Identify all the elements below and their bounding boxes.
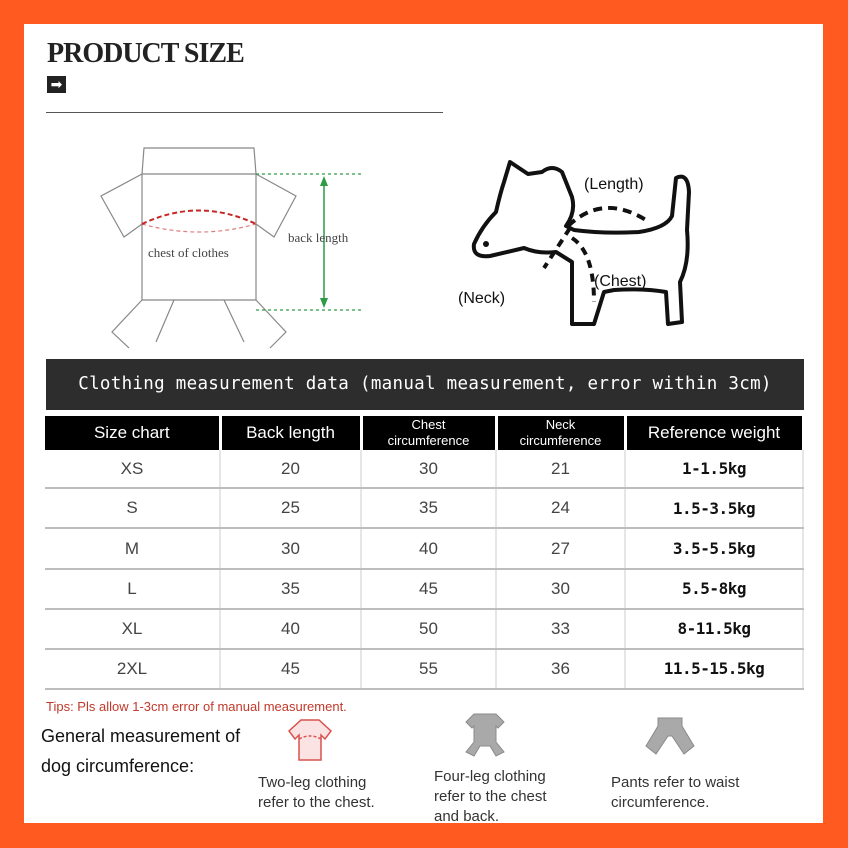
neck-cell: 30 bbox=[496, 569, 625, 609]
chest-of-clothes-label: chest of clothes bbox=[148, 245, 229, 260]
chest-cell: 40 bbox=[361, 528, 496, 568]
table-header-row bbox=[45, 416, 803, 450]
general-line-2: dog circumference: bbox=[41, 756, 195, 776]
two-leg-clothing-icon bbox=[285, 717, 335, 763]
table-row bbox=[45, 609, 803, 649]
neck-cell: 33 bbox=[496, 609, 625, 649]
weight-cell: 11.5-15.5kg bbox=[625, 649, 803, 689]
title-divider bbox=[46, 112, 443, 113]
chest-cell: 35 bbox=[361, 488, 496, 528]
length-label: (Length) bbox=[584, 176, 644, 193]
back-cell: 35 bbox=[220, 569, 361, 609]
chest-label: (Chest) bbox=[594, 273, 647, 290]
size-cell: M bbox=[45, 528, 220, 568]
size-cell: XS bbox=[45, 450, 220, 488]
table-row bbox=[45, 569, 803, 609]
back-cell: 20 bbox=[220, 450, 361, 488]
back-cell: 40 bbox=[220, 609, 361, 649]
chest-line bbox=[142, 211, 256, 225]
weight-cell: 1-1.5kg bbox=[625, 450, 803, 488]
back-cell: 30 bbox=[220, 528, 361, 568]
back-length-label: back length bbox=[288, 230, 349, 245]
pants-icon bbox=[644, 714, 696, 758]
measurement-banner: Clothing measurement data (manual measurement, error within 3cm) bbox=[46, 359, 804, 410]
neck-cell: 36 bbox=[496, 649, 625, 689]
arrow-icon: ➡ bbox=[47, 76, 66, 93]
chest-cell: 30 bbox=[361, 450, 496, 488]
chest-cell: 50 bbox=[361, 609, 496, 649]
header-back-length: Back length bbox=[220, 416, 361, 450]
back-cell: 45 bbox=[220, 649, 361, 689]
header-chest: Chest circumference bbox=[361, 416, 496, 450]
tips-note: Tips: Pls allow 1-3cm error of manual measurement. bbox=[46, 699, 347, 714]
weight-cell: 8-11.5kg bbox=[625, 609, 803, 649]
size-table bbox=[45, 416, 805, 690]
header-neck: Neck circumference bbox=[496, 416, 625, 450]
neck-cell: 21 bbox=[496, 450, 625, 488]
clothes-diagram bbox=[94, 142, 384, 352]
weight-cell: 3.5-5.5kg bbox=[625, 528, 803, 568]
table-row bbox=[45, 649, 803, 689]
general-measurement-text bbox=[41, 721, 240, 781]
neck-cell: 24 bbox=[496, 488, 625, 528]
back-cell: 25 bbox=[220, 488, 361, 528]
header-reference-weight: Reference weight bbox=[625, 416, 803, 450]
chest-cell: 55 bbox=[361, 649, 496, 689]
size-cell: L bbox=[45, 569, 220, 609]
chest-cell: 45 bbox=[361, 569, 496, 609]
weight-cell: 1.5-3.5kg bbox=[625, 488, 803, 528]
size-cell: XL bbox=[45, 609, 220, 649]
two-leg-caption: Two-leg clothing refer to the chest. bbox=[258, 774, 375, 811]
four-leg-clothing-icon bbox=[460, 712, 510, 758]
general-line-1: General measurement of bbox=[41, 726, 241, 746]
neck-label: (Neck) bbox=[458, 290, 506, 307]
size-guide-sheet bbox=[24, 24, 823, 823]
table-row bbox=[45, 488, 803, 528]
page-title: PRODUCT SIZE bbox=[47, 38, 244, 69]
dog-silhouette bbox=[474, 162, 689, 324]
header-size-chart: Size chart bbox=[45, 416, 220, 450]
neck-cell: 27 bbox=[496, 528, 625, 568]
four-leg-caption: Four-leg clothing refer to the chest and back. bbox=[434, 768, 547, 823]
size-cell: 2XL bbox=[45, 649, 220, 689]
table-row bbox=[45, 528, 803, 568]
weight-cell: 5.5-8kg bbox=[625, 569, 803, 609]
dog-diagram bbox=[444, 152, 734, 352]
size-cell: S bbox=[45, 488, 220, 528]
table-row bbox=[45, 450, 803, 488]
pants-caption: Pants refer to waist circumference. bbox=[611, 774, 740, 811]
